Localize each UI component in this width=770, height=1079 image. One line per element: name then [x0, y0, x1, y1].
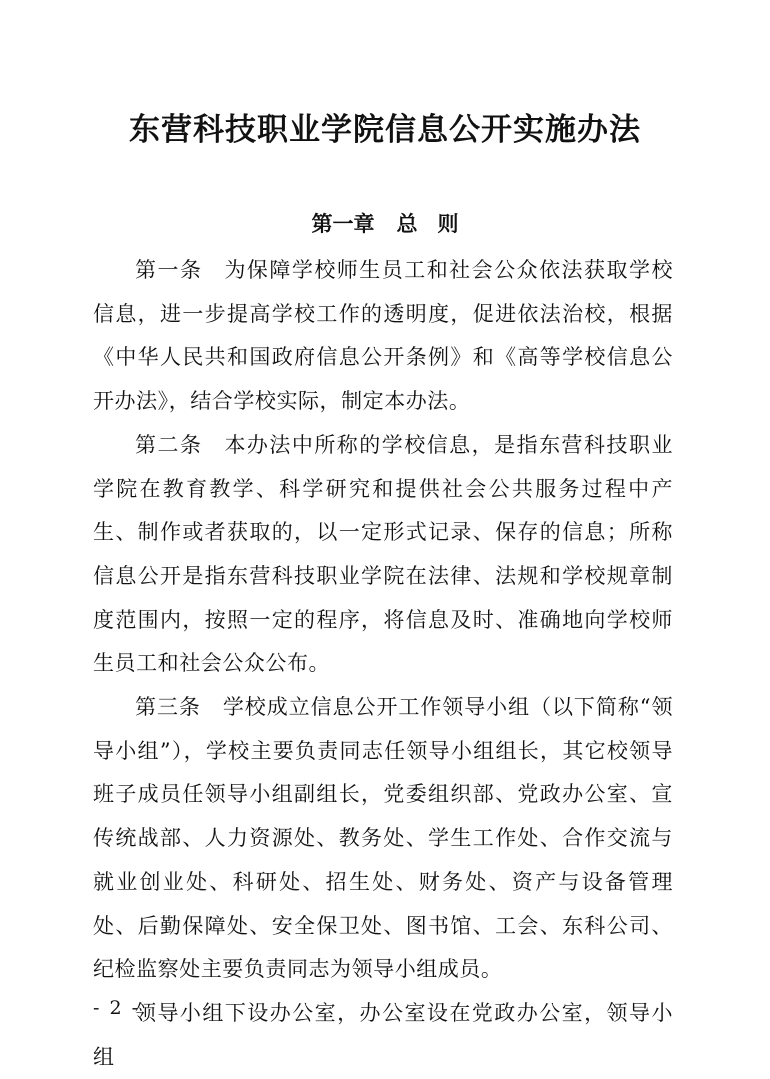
article-1: [93, 249, 673, 424]
article-2: [93, 424, 673, 686]
chapter-title-word-1: 总: [396, 212, 418, 236]
chapter-heading: [0, 208, 770, 240]
document-title: 东营科技职业学院信息公开实施办法: [129, 112, 641, 148]
article-label: 第一条: [135, 258, 203, 282]
article-text: 为保障学校师生员工和社会公众依法获取学校信息，进一步提高学校工作的透明度，促进依法治校，根据《中华人民共和国政府信息公开条例》和《高等学校信息公开办法》，结合学校实际，制定本办法。: [93, 258, 674, 414]
document-body: [93, 249, 673, 1079]
article-3: [93, 686, 673, 992]
chapter-title-word-2: 则: [437, 212, 459, 236]
article-text: 本办法中所称的学校信息，是指东营科技职业学院在教育教学、科学研究和提供社会公共服务过程中产生、制作或者获取的，以一定形式记录、保存的信息；所称信息公开是指东营科技职业学院在法律、法规和学校规章制度范围内，按照一定的程序，将信息及时、准确地向学校师生员工和社会公众公布。: [93, 432, 674, 676]
chapter-label: 第一章: [311, 212, 375, 236]
article-label: 第三条: [135, 695, 201, 720]
page-number: - 2 -: [93, 997, 141, 1019]
article-label: 第二条: [135, 432, 203, 457]
continuation-paragraph: 领导小组下设办公室，办公室设在党政办公室，领导小组: [93, 1000, 673, 1069]
article-text: 学校成立信息公开工作领导小组（以下简称“领导小组”），学校主要负责同志任领导小组组长，其它校领导班子成员任领导小组副组长，党委组织部、党政办公室、宣传统战部、人力资源处、教务处、学生工作处、合作交流与就业创业处、科研处、招生处、财务处、资产与设备管理处、后勤保障处、安全保卫处、图书馆、工会、东科公司、纪检监察处主要负责同志为领导小组成员。: [93, 695, 673, 982]
